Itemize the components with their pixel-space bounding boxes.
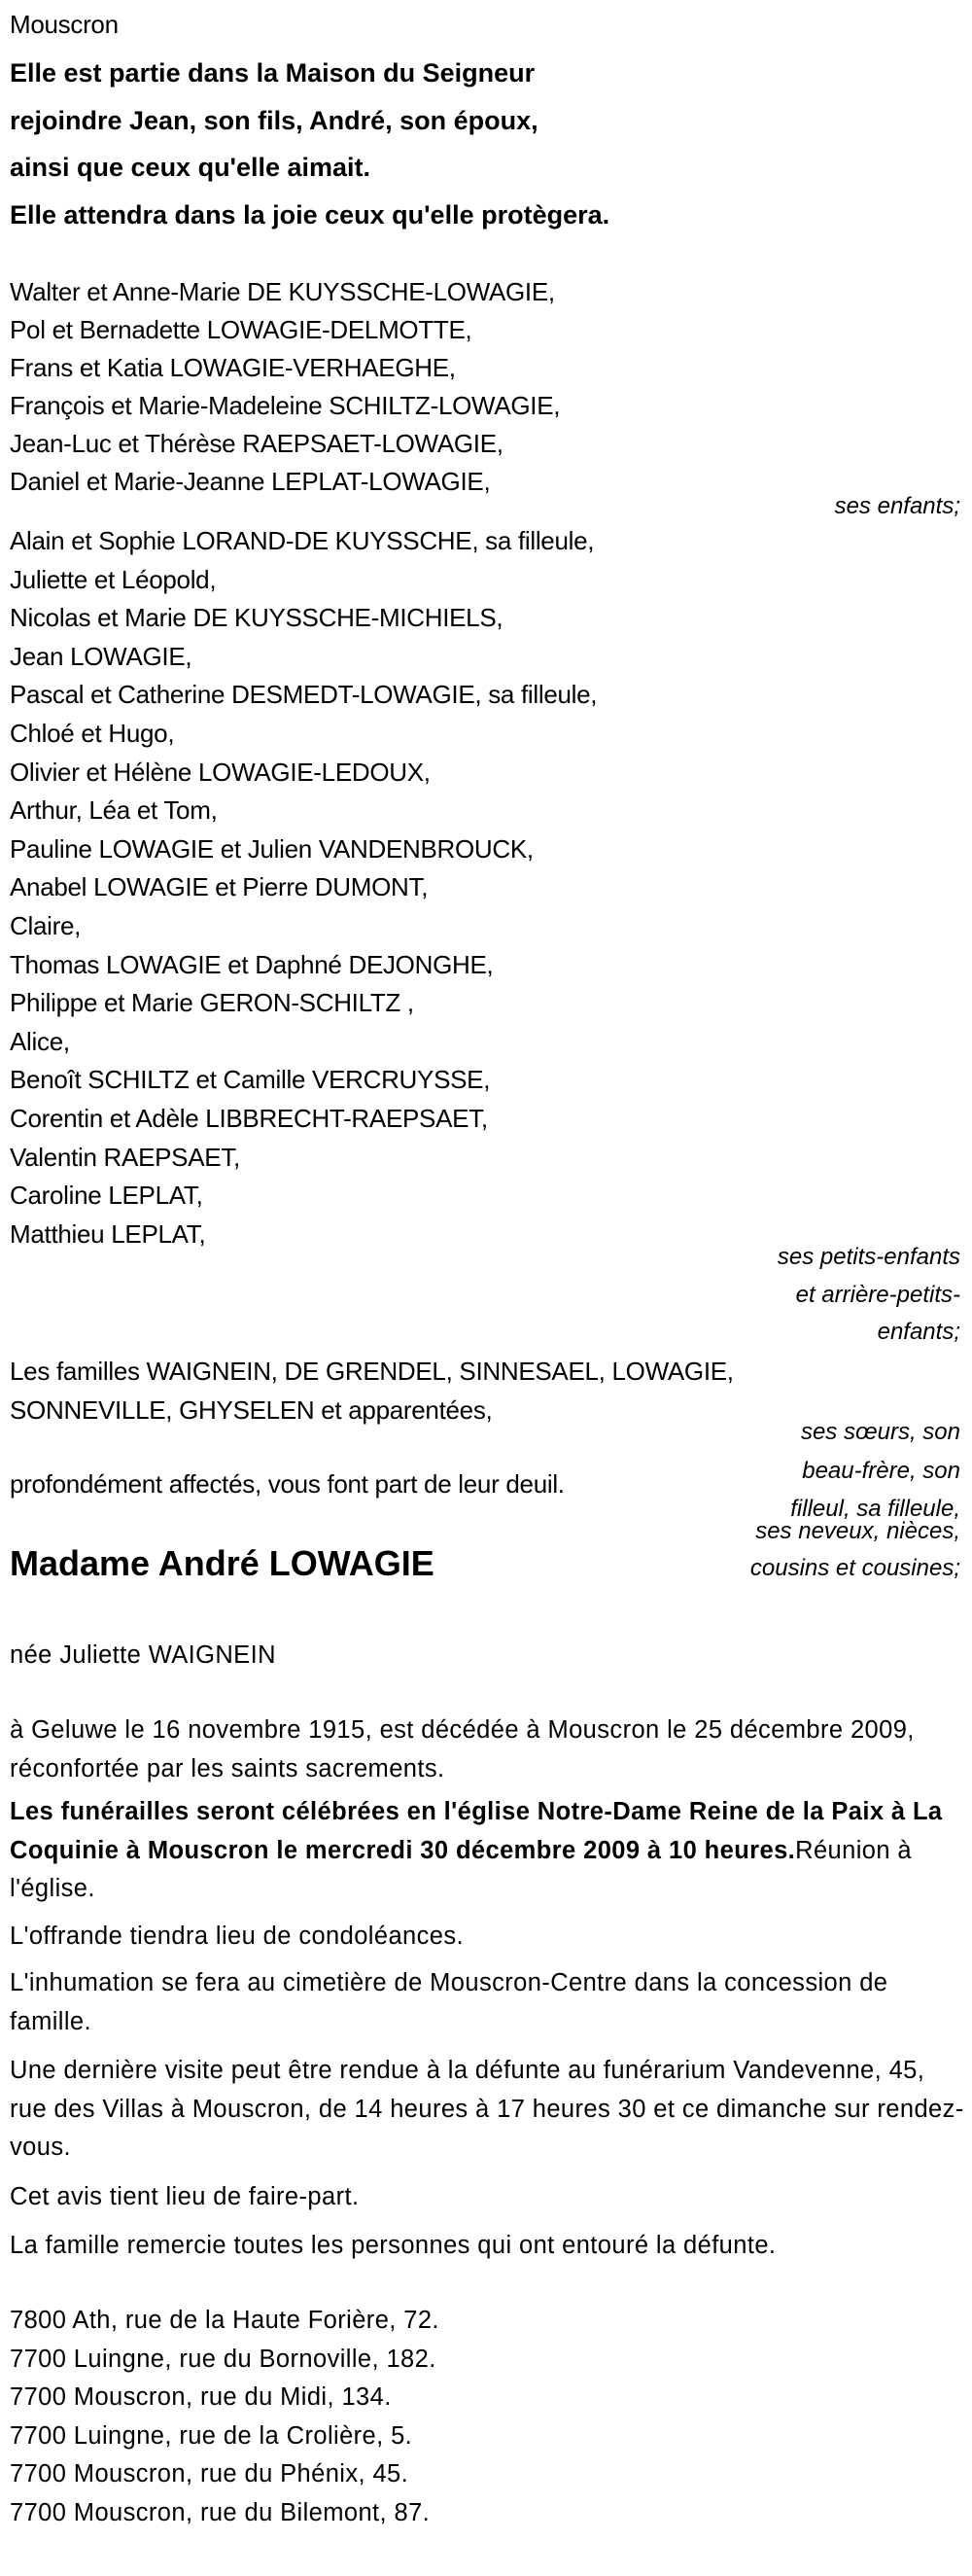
list-item: Benoît SCHILTZ et Camille VERCRUYSSE,	[10, 1065, 491, 1095]
note-line: cousins et cousines;	[749, 1555, 960, 1581]
relatives-note	[750, 1513, 960, 1587]
maiden-name: née Juliette WAIGNEIN	[10, 1641, 276, 1669]
list-item: Pascal et Catherine DESMEDT-LOWAGIE, sa filleule,	[10, 680, 598, 710]
note-line: et arrière-petits-	[795, 1281, 960, 1308]
list-item: Thomas LOWAGIE et Daphné DEJONGHE,	[10, 949, 494, 979]
note-line: ses petits-enfants	[777, 1244, 960, 1270]
burial: L'inhumation se fera au cimetière de Mouscron-Centre dans la concession de famille.	[10, 1969, 888, 2035]
children-note: ses enfants;	[834, 493, 960, 519]
note-line: beau-frère, son	[802, 1457, 960, 1484]
visit: Une dernière visite peut être rendue à la défunte au funérarium Vandevenne, 45, rue des Villas à Mouscron, de 14 heures à 17 heures 30 et ce dimanche sur rendez-vous.	[10, 2057, 964, 2161]
deceased-name: Madame André LOWAGIE	[10, 1543, 434, 1583]
note-line: ses sœurs, son	[800, 1419, 960, 1445]
funeral-info	[10, 1793, 967, 1909]
addresses	[10, 2302, 967, 2532]
list-item: Jean LOWAGIE,	[10, 641, 192, 671]
birth-death: à Geluwe le 16 novembre 1915, est décédée à Mouscron le 25 décembre 2009, réconfortée par les saints sacrements.	[10, 1716, 915, 1782]
list-item: Anabel LOWAGIE et Pierre DUMONT,	[10, 872, 429, 902]
list-item: Pol et Bernadette LOWAGIE-DELMOTTE,	[10, 315, 472, 344]
list-item: Pauline LOWAGIE et Julien VANDENBROUCK,	[10, 833, 534, 864]
offering: L'offrande tiendra lieu de condoléances.	[10, 1923, 464, 1950]
grandchildren-list	[10, 522, 597, 1253]
address: 7700 Mouscron, rue du Phénix, 45.	[10, 2460, 409, 2488]
list-item: Valentin RAEPSAET,	[10, 1142, 240, 1172]
closing-line: profondément affectés, vous font part de leur deuil.	[10, 1469, 565, 1499]
verse-line: Elle attendra dans la joie ceux qu'elle protègera.	[10, 199, 610, 229]
list-item: Corentin et Adèle LIBBRECHT-RAEPSAET,	[10, 1103, 488, 1133]
grandchildren-note	[778, 1239, 960, 1352]
address: 7800 Ath, rue de la Haute Forière, 72.	[10, 2307, 439, 2334]
list-item: Juliette et Léopold,	[10, 564, 217, 594]
children-list	[10, 273, 560, 501]
list-item: François et Marie-Madeleine SCHILTZ-LOWAGIE,	[10, 391, 561, 420]
list-item: Philippe et Marie GERON-SCHILTZ ,	[10, 988, 414, 1018]
list-item: Matthieu LEPLAT,	[10, 1218, 206, 1249]
verse-line: Elle est partie dans la Maison du Seigneur	[10, 58, 536, 88]
note-line: ses neveux, nièces,	[755, 1518, 960, 1544]
verse-line: ainsi que ceux qu'elle aimait.	[10, 153, 371, 182]
list-item: Chloé et Hugo,	[10, 718, 175, 748]
list-item: Nicolas et Marie DE KUYSSCHE-MICHIELS,	[10, 603, 503, 633]
verse-line: rejoindre Jean, son fils, André, son époux,	[10, 105, 538, 135]
families-note	[790, 1413, 960, 1529]
list-item: Caroline LEPLAT,	[10, 1181, 203, 1211]
note-line: filleul, sa filleule,	[790, 1496, 960, 1522]
list-item: Olivier et Hélène LOWAGIE-LEDOUX,	[10, 757, 431, 787]
address: 7700 Mouscron, rue du Bilemont, 87.	[10, 2498, 431, 2526]
city: Mouscron	[10, 10, 119, 39]
meeting-place: Réunion à l'église.	[10, 1836, 913, 1902]
list-item: Arthur, Léa et Tom,	[10, 795, 218, 826]
notice: Cet avis tient lieu de faire-part.	[10, 2183, 360, 2210]
verse	[10, 50, 609, 238]
address: 7700 Mouscron, rue du Midi, 134.	[10, 2383, 392, 2411]
address: 7700 Luingne, rue de la Crolière, 5.	[10, 2421, 413, 2450]
list-item: Walter et Anne-Marie DE KUYSSCHE-LOWAGIE,	[10, 277, 555, 306]
list-item: Frans et Katia LOWAGIE-VERHAEGHE,	[10, 353, 456, 382]
list-item: Jean-Luc et Thérèse RAEPSAET-LOWAGIE,	[10, 429, 503, 458]
list-item: Les familles WAIGNEIN, DE GRENDEL, SINNESAEL, LOWAGIE,	[10, 1357, 734, 1386]
families	[10, 1352, 734, 1429]
thanks: La famille remercie toutes les personnes qui ont entouré la défunte.	[10, 2232, 777, 2259]
note-line: enfants;	[877, 1319, 960, 1345]
list-item: Claire,	[10, 910, 82, 940]
list-item: Alice,	[10, 1026, 70, 1056]
list-item: SONNEVILLE, GHYSELEN et apparentées,	[10, 1395, 493, 1425]
list-item: Daniel et Marie-Jeanne LEPLAT-LOWAGIE,	[10, 467, 491, 496]
list-item: Alain et Sophie LORAND-DE KUYSSCHE, sa filleule,	[10, 526, 595, 555]
address: 7700 Luingne, rue du Bornoville, 182.	[10, 2345, 436, 2373]
funeral-details: Les funérailles seront célébrées en l'église Notre-Dame Reine de la Paix à La Coquinie à Mouscron le mercredi 30 décembre 2009 à 10 heures.	[10, 1798, 943, 1864]
